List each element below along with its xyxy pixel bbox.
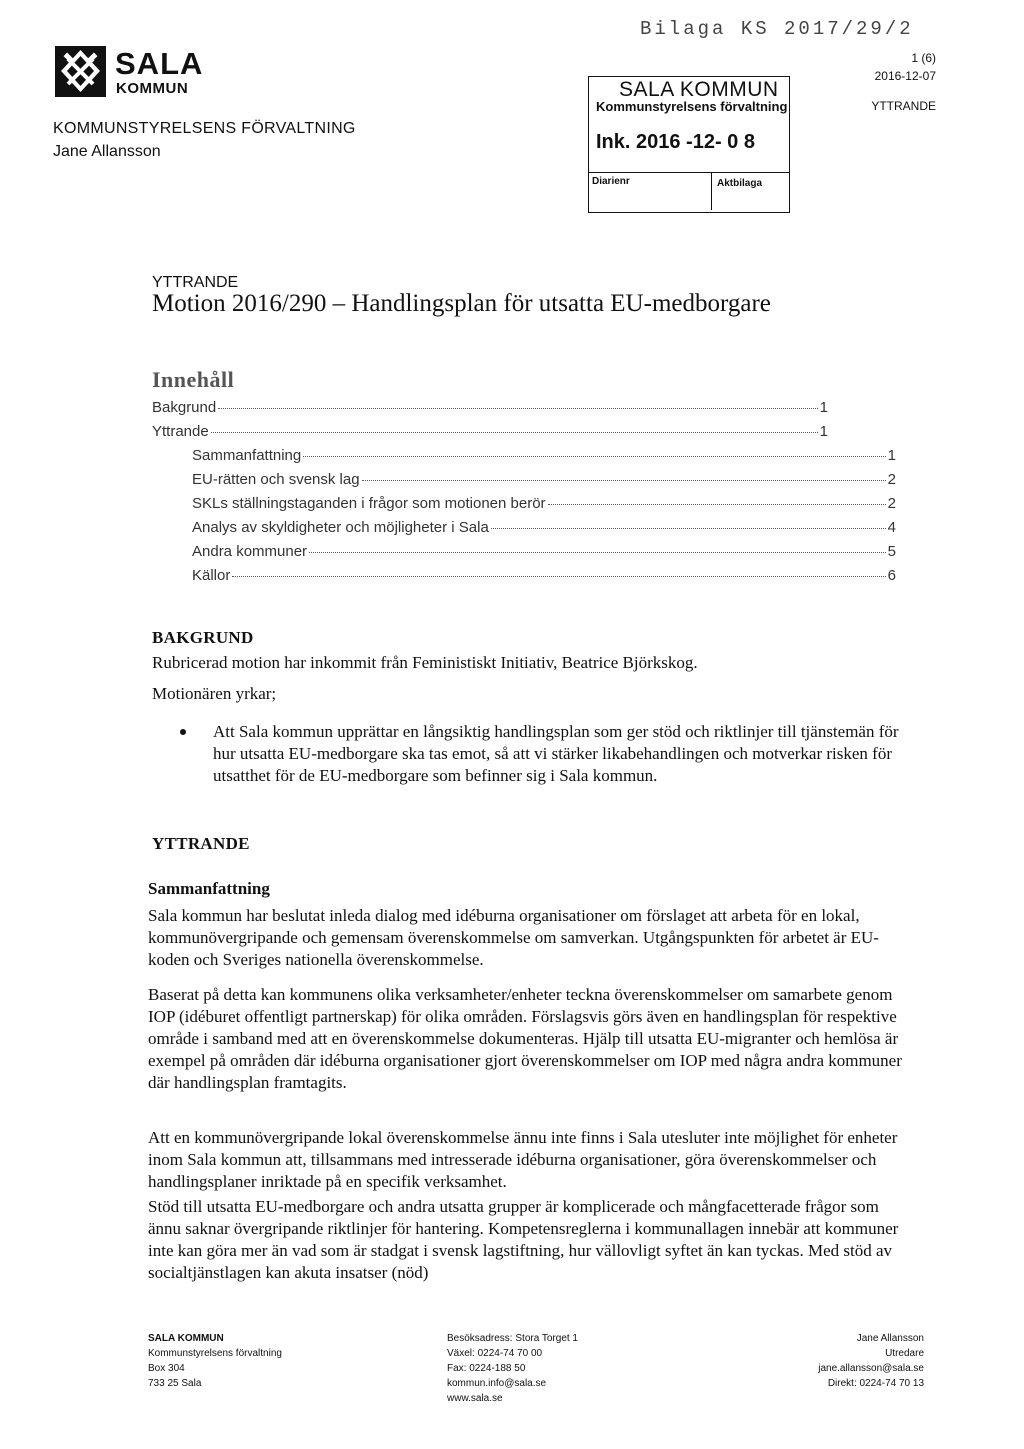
- body-paragraph: Att en kommunövergripande lokal överenskommelse ännu inte finns i Sala utesluter inte möjlighet för enheter inom Sala kommun att, tillsammans med intresserade idéburna organisationer, göra överenskommelser och handlingsplaner inriktade på en specifik verksamhet.: [148, 1128, 898, 1191]
- author-name: Jane Allansson: [53, 143, 161, 160]
- page-count: 1 (6): [911, 51, 936, 65]
- toc-item-label: Analys av skyldigheter och möjligheter i Sala: [192, 519, 489, 536]
- toc-item-page: 6: [887, 567, 896, 584]
- footer-website[interactable]: www.sala.se: [447, 1393, 503, 1404]
- toc-item-label: SKLs ställningstaganden i frågor som motionen berör: [192, 495, 546, 512]
- organization-name: KOMMUNSTYRELSENS FÖRVALTNING: [53, 120, 356, 137]
- stamp-divider-vertical: [711, 172, 712, 210]
- stamp-diarienr-label: Diarienr: [592, 176, 630, 187]
- toc-item-label: EU-rätten och svensk lag: [192, 471, 360, 488]
- sala-crest-icon: [53, 44, 108, 99]
- footer-email[interactable]: kommun.info@sala.se: [447, 1378, 547, 1389]
- received-stamp: [588, 76, 790, 213]
- toc-heading: Innehåll: [152, 367, 235, 392]
- toc-item[interactable]: [192, 471, 896, 488]
- motion-claim: Att Sala kommun upprättar en långsiktig handlingsplan som ger stöd och riktlinjer till tjänstemän för hur utsatta EU-medborgare ska tas emot, så att vi stärker likabehandlingen och motverkar risken för utsatthet för de EU-medborgare som befinner sig i Sala kommun.: [213, 722, 899, 785]
- toc-item-page: 1: [819, 423, 828, 440]
- footer-author-phone: Direkt: 0224-74 70 13: [827, 1378, 924, 1389]
- attachment-reference: Bilaga KS 2017/29/2: [640, 18, 914, 40]
- stamp-aktbilaga-label: Aktbilaga: [717, 178, 763, 189]
- section-heading-yttrande: YTTRANDE: [152, 834, 250, 853]
- body-paragraph: Sala kommun har beslutat inleda dialog med idéburna organisationer om förslaget att arbeta för en lokal, kommunövergripande och gemensam överenskommelse om samverkan. Utgångspunkten för arbetet är EU-koden och Sveriges nationella överenskommelse.: [148, 906, 879, 969]
- logo-name: SALA: [115, 46, 204, 81]
- logo-subtitle: KOMMUN: [116, 80, 189, 97]
- document-kind: YTTRANDE: [152, 274, 239, 291]
- toc-item[interactable]: [192, 495, 896, 512]
- toc-item-label: Sammanfattning: [192, 447, 302, 464]
- document-type: YTTRANDE: [871, 99, 936, 113]
- toc-item-page: 2: [887, 471, 896, 488]
- toc-item[interactable]: [152, 399, 828, 416]
- toc-item-label: Bakgrund: [152, 399, 217, 416]
- toc-item-label: Andra kommuner: [192, 543, 308, 560]
- toc-item[interactable]: [152, 423, 828, 440]
- body-paragraph: Baserat på detta kan kommunens olika verksamheter/enheter teckna överenskommelser om samarbete genom IOP (idéburet offentligt partnerskap) för olika områden. Förslagsvis görs även en handlingsplan för respektive område i samband med att en överenskommelse dokumenteras. Hjälp till utsatta EU-migranter och hemlösa är exempel på områden där idéburna organisationer gjort överenskommelser om IOP med några andra kommuner där handlingsplan framtagits.: [148, 985, 902, 1092]
- sala-kommun-logo: [53, 42, 243, 102]
- footer-author-email[interactable]: jane.allansson@sala.se: [818, 1363, 924, 1374]
- toc-item-page: 2: [887, 495, 896, 512]
- toc-item[interactable]: [192, 567, 896, 584]
- subsection-heading-sammanfattning: Sammanfattning: [148, 879, 270, 898]
- footer-author-role: Utredare: [885, 1348, 924, 1359]
- footer-box: Box 304: [148, 1363, 185, 1374]
- toc-item-label: Källor: [192, 567, 231, 584]
- body-paragraph: Stöd till utsatta EU-medborgare och andra utsatta grupper är komplicerade och mångfacetterade frågor som ännu saknar övergripande riktlinjer för hantering. Kompetensreglerna i kommunallagen innebär att kommuner inte kan göra mer än vad som är stadgat i svensk lagstiftning, hur vällovligt syftet än kan tyckas. Med stöd av socialtjänstlagen kan akuta insatser (nöd): [148, 1197, 899, 1282]
- footer-org: SALA KOMMUN: [148, 1333, 224, 1344]
- stamp-department: Kommunstyrelsens förvaltning: [596, 99, 788, 114]
- toc-item[interactable]: [192, 543, 896, 560]
- toc-item[interactable]: [192, 447, 896, 464]
- footer-fax: Fax: 0224-188 50: [447, 1363, 526, 1374]
- toc-item-label: Yttrande: [152, 423, 209, 440]
- footer-contact: [447, 1331, 578, 1406]
- motion-intro: Motionären yrkar;: [152, 684, 277, 703]
- toc-item-page: 4: [887, 519, 896, 536]
- footer-author-name: Jane Allansson: [856, 1333, 924, 1344]
- stamp-org: SALA KOMMUN: [619, 78, 779, 101]
- toc-item-page: 1: [887, 447, 896, 464]
- document-date: 2016-12-07: [874, 69, 936, 83]
- section-heading-bakgrund: BAKGRUND: [152, 628, 254, 647]
- footer-phone: Växel: 0224-74 70 00: [447, 1348, 543, 1359]
- footer-author: [818, 1331, 924, 1391]
- toc-item[interactable]: [192, 519, 896, 536]
- footer-postal: 733 25 Sala: [148, 1378, 202, 1389]
- stamp-received-date: Ink. 2016 -12- 0 8: [596, 131, 755, 153]
- toc-item-page: 5: [887, 543, 896, 560]
- footer-visit-address: Besöksadress: Stora Torget 1: [447, 1333, 578, 1344]
- footer-dept: Kommunstyrelsens förvaltning: [148, 1348, 282, 1359]
- footer-address: [148, 1331, 282, 1391]
- bullet-icon: [180, 729, 186, 735]
- bakgrund-text: Rubricerad motion har inkommit från Feministiskt Initiativ, Beatrice Björkskog.: [152, 653, 698, 672]
- toc-item-page: 1: [819, 399, 828, 416]
- page-title: Motion 2016/290 – Handlingsplan för utsatta EU-medborgare: [152, 290, 771, 317]
- stamp-divider-horizontal: [589, 172, 789, 173]
